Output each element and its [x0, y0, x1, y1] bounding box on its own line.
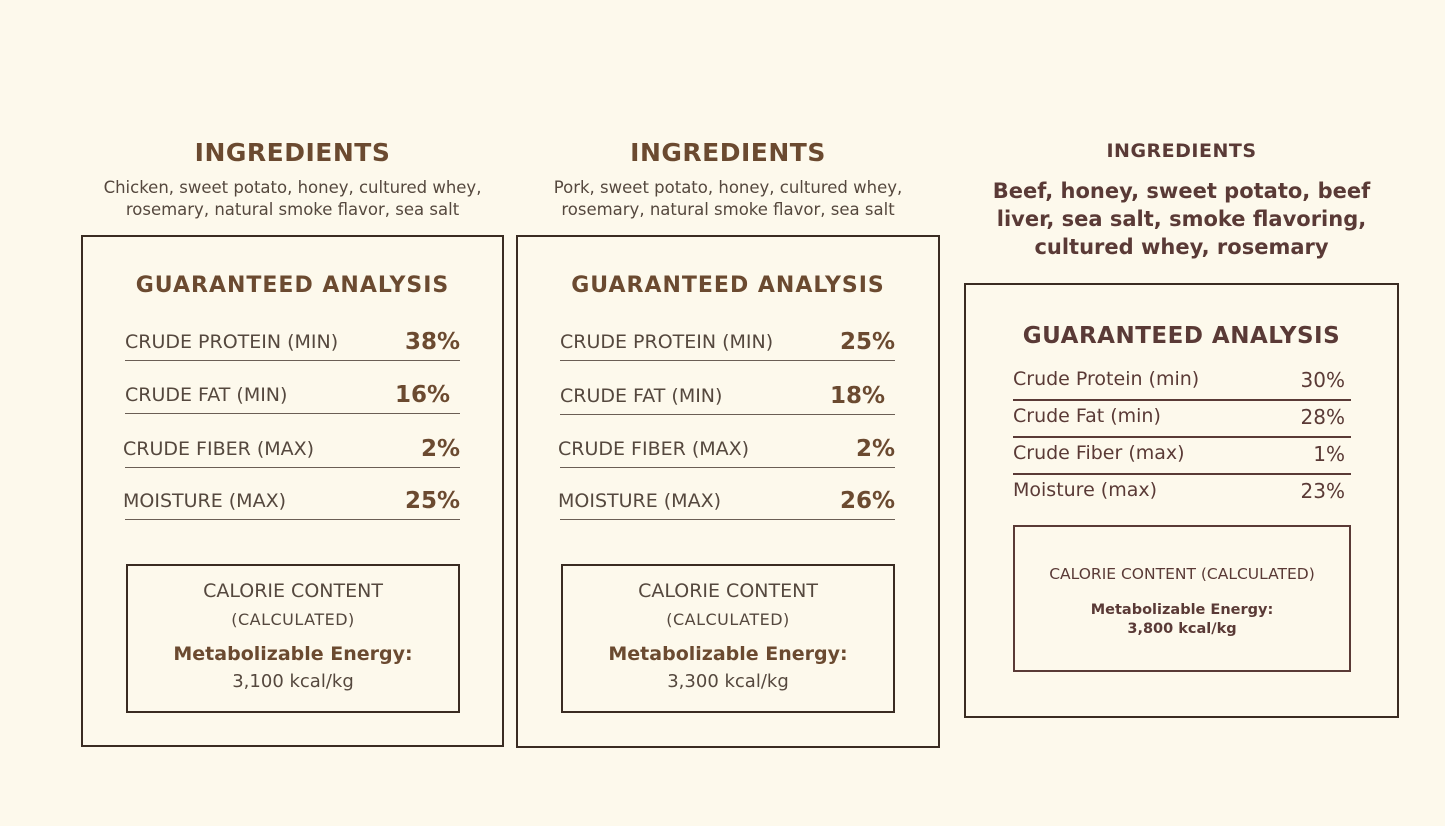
ingredients-line: rosemary, natural smoke flavor, sea salt: [125, 199, 460, 219]
guaranteed-analysis-title: GUARANTEED ANALYSIS: [571, 273, 885, 298]
guaranteed-analysis-box: [81, 235, 504, 747]
analysis-row-moisture: [560, 488, 895, 520]
analysis-value: 18%: [829, 383, 885, 409]
guaranteed-analysis-box: [516, 235, 940, 748]
analysis-label: MOISTURE (MAX): [558, 490, 722, 512]
analysis-label: CRUDE FAT (MIN): [125, 384, 288, 406]
analysis-value: 23%: [1300, 479, 1345, 503]
calorie-content-box: [126, 564, 460, 713]
energy-value: 3,800 kcal/kg: [1127, 621, 1237, 637]
analysis-value: 25%: [404, 488, 460, 514]
analysis-value: 26%: [839, 488, 895, 514]
product-panel-3: [964, 0, 1399, 826]
ingredients-line: Pork, sweet potato, honey, cultured whey,: [553, 178, 903, 197]
energy-label: Metabolizable Energy:: [608, 643, 848, 665]
analysis-label: Crude Protein (min): [1013, 368, 1200, 390]
product-panel-2: [516, 0, 940, 826]
guaranteed-analysis-box: [964, 283, 1399, 718]
analysis-row-fat: [1013, 401, 1351, 438]
analysis-row-fat: [560, 383, 895, 415]
analysis-row-fiber: [125, 436, 460, 468]
ingredients-list: [964, 177, 1399, 261]
ingredients-title: INGREDIENTS: [194, 138, 391, 167]
ingredients-line: liver, sea salt, smoke flavoring,: [996, 207, 1367, 231]
analysis-label: Crude Fat (min): [1013, 405, 1161, 427]
ingredients-list: [81, 177, 504, 220]
ingredients-line: Chicken, sweet potato, honey, cultured whey,: [103, 178, 482, 197]
analysis-label: CRUDE FAT (MIN): [560, 385, 723, 407]
analysis-value: 25%: [839, 329, 895, 355]
analysis-label: MOISTURE (MAX): [123, 490, 287, 512]
analysis-row-moisture: [1013, 475, 1351, 512]
guaranteed-analysis-title: GUARANTEED ANALYSIS: [1022, 323, 1341, 349]
analysis-value: 30%: [1300, 368, 1345, 392]
analysis-label: CRUDE FIBER (MAX): [558, 438, 750, 460]
ingredients-list: [516, 177, 940, 220]
product-panel-1: [81, 0, 504, 826]
calorie-content-box: [1013, 525, 1351, 672]
calorie-subtitle: (CALCULATED): [231, 610, 355, 629]
energy-label: Metabolizable Energy:: [1090, 602, 1274, 618]
ingredients-title: INGREDIENTS: [630, 138, 826, 167]
ingredients-line: rosemary, natural smoke flavor, sea salt: [561, 199, 895, 219]
calorie-content-box: [561, 564, 895, 713]
guaranteed-analysis-title: GUARANTEED ANALYSIS: [135, 273, 450, 298]
analysis-row-moisture: [125, 488, 460, 520]
analysis-label: CRUDE PROTEIN (MIN): [125, 331, 339, 353]
analysis-value: 1%: [1313, 442, 1345, 466]
analysis-value: 28%: [1300, 405, 1345, 429]
analysis-label: Crude Fiber (max): [1013, 442, 1185, 464]
calorie-title: CALORIE CONTENT (CALCULATED): [1049, 565, 1315, 583]
ingredients-title: INGREDIENTS: [1106, 140, 1257, 162]
analysis-row-protein: [125, 329, 460, 361]
analysis-value: 38%: [404, 329, 460, 355]
analysis-value: 2%: [420, 436, 460, 462]
calorie-title: CALORIE CONTENT: [203, 580, 383, 602]
ingredients-line: cultured whey, rosemary: [1034, 235, 1329, 259]
calorie-title: CALORIE CONTENT: [638, 580, 818, 602]
analysis-row-protein: [1013, 364, 1351, 401]
analysis-row-fiber: [560, 436, 895, 468]
analysis-value: 2%: [855, 436, 895, 462]
analysis-row-protein: [560, 329, 895, 361]
analysis-label: CRUDE FIBER (MAX): [123, 438, 315, 460]
calorie-subtitle: (CALCULATED): [666, 610, 790, 629]
energy-value: 3,300 kcal/kg: [667, 671, 789, 692]
energy-label: Metabolizable Energy:: [173, 643, 413, 665]
energy-value: 3,100 kcal/kg: [232, 671, 354, 692]
analysis-row-fat: [125, 382, 460, 414]
analysis-value: 16%: [394, 382, 450, 408]
analysis-label: Moisture (max): [1013, 479, 1158, 501]
ingredients-line: Beef, honey, sweet potato, beef: [992, 179, 1371, 203]
analysis-label: CRUDE PROTEIN (MIN): [560, 331, 774, 353]
analysis-row-fiber: [1013, 438, 1351, 475]
